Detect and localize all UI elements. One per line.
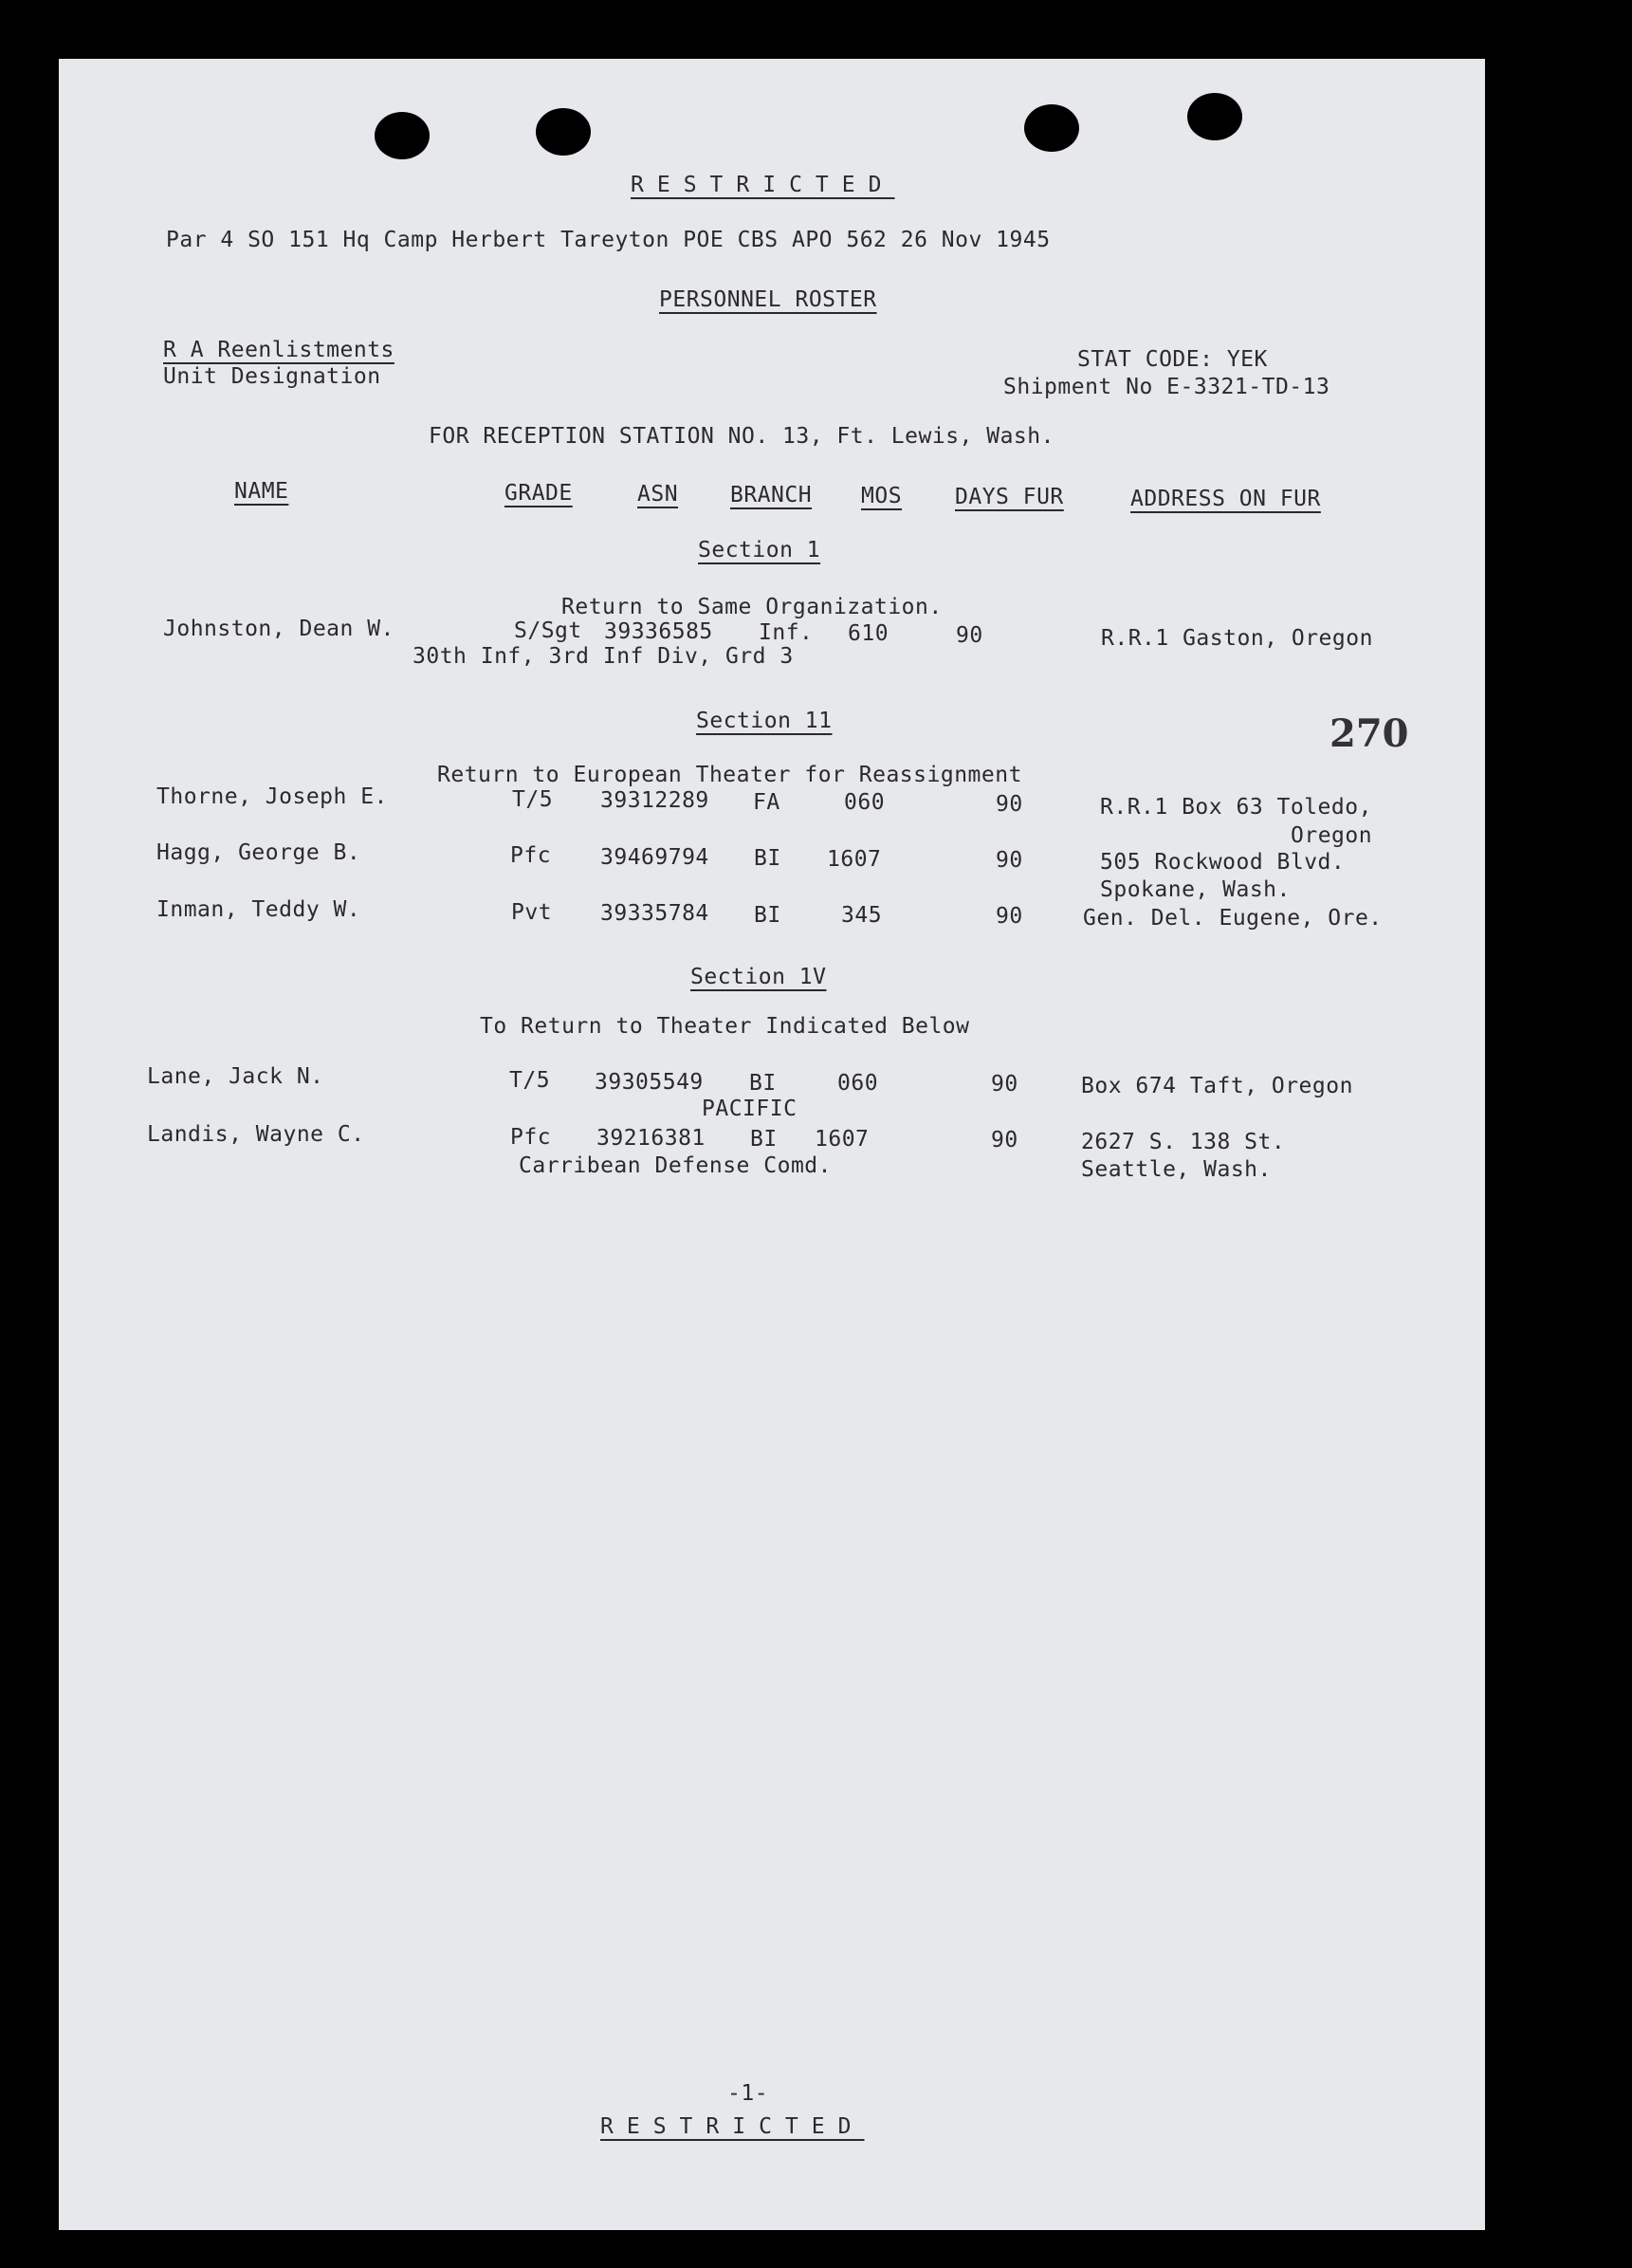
document-page <box>59 59 1485 2230</box>
cell-branch: BI <box>754 903 781 928</box>
cell-address: Box 674 Taft, Oregon <box>1081 1074 1353 1098</box>
restricted-footer: RESTRICTED <box>600 2114 865 2139</box>
punch-hole <box>1187 93 1242 140</box>
column-header-asn: ASN <box>637 482 679 507</box>
cell-days: 90 <box>996 848 1023 873</box>
cell-grade: T/5 <box>509 1068 551 1093</box>
cell-note: 30th Inf, 3rd Inf Div, Grd 3 <box>413 644 794 669</box>
cell-address: Gen. Del. Eugene, Ore. <box>1083 906 1383 931</box>
section-subheading: To Return to Theater Indicated Below <box>480 1014 970 1039</box>
cell-name: Thorne, Joseph E. <box>156 784 388 809</box>
cell-mos: 1607 <box>827 847 882 872</box>
cell-grade: Pvt <box>511 900 553 925</box>
shipment-number: Shipment No E-3321-TD-13 <box>1003 375 1330 399</box>
cell-grade: T/5 <box>512 787 554 812</box>
cell-name: Inman, Teddy W. <box>156 897 361 922</box>
cell-days: 90 <box>956 623 983 648</box>
cell-name: Landis, Wayne C. <box>147 1122 365 1147</box>
restricted-header: RESTRICTED <box>631 173 895 197</box>
cell-mos: 345 <box>841 903 883 928</box>
column-header-days-fur: DAYS FUR <box>955 485 1064 509</box>
cell-address-line2: Oregon <box>1291 823 1373 848</box>
cell-grade: Pfc <box>510 1125 552 1150</box>
punch-hole <box>1024 104 1079 152</box>
cell-name: Hagg, George B. <box>156 840 361 865</box>
cell-asn: 39312289 <box>600 788 709 813</box>
cell-mos: 610 <box>848 621 889 646</box>
cell-address-line2: Seattle, Wash. <box>1081 1157 1272 1182</box>
cell-address-line2: Spokane, Wash. <box>1100 877 1291 902</box>
cell-branch: BI <box>750 1127 778 1152</box>
column-header-branch: BRANCH <box>730 483 813 507</box>
cell-asn: 39469794 <box>600 845 709 870</box>
section-subheading: Return to Same Organization. <box>561 595 943 619</box>
cell-days: 90 <box>996 904 1023 929</box>
section-heading: Section 11 <box>696 709 833 733</box>
stat-code: STAT CODE: YEK <box>1077 347 1268 372</box>
cell-branch: Inf. <box>759 620 814 645</box>
column-header-name: NAME <box>234 479 289 504</box>
reception-station: FOR RECEPTION STATION NO. 13, Ft. Lewis, Wash. <box>429 424 1054 449</box>
column-header-mos: MOS <box>861 484 903 508</box>
punch-hole <box>536 108 591 156</box>
cell-address: R.R.1 Gaston, Oregon <box>1101 626 1373 651</box>
cell-days: 90 <box>991 1128 1018 1152</box>
cell-address: 505 Rockwood Blvd. <box>1100 850 1346 875</box>
cell-asn: 39305549 <box>595 1070 704 1095</box>
cell-name: Johnston, Dean W. <box>163 617 394 641</box>
section-heading: Section 1 <box>698 538 821 562</box>
section-heading: Section 1V <box>690 965 827 989</box>
cell-address: 2627 S. 138 St. <box>1081 1130 1286 1154</box>
column-header-address: ADDRESS ON FUR <box>1130 487 1321 511</box>
cell-address: R.R.1 Box 63 Toledo, <box>1100 795 1372 820</box>
cell-asn: 39216381 <box>596 1126 706 1151</box>
cell-mos: 1607 <box>815 1127 870 1152</box>
cell-note: PACIFIC <box>702 1097 798 1121</box>
cell-grade: Pfc <box>510 843 552 868</box>
page-number: -1- <box>727 2081 769 2106</box>
cell-days: 90 <box>996 792 1023 817</box>
cell-mos: 060 <box>837 1071 879 1096</box>
cell-note: Carribean Defense Comd. <box>519 1153 832 1178</box>
cell-asn: 39335784 <box>600 901 709 926</box>
punch-hole <box>375 112 430 159</box>
cell-branch: BI <box>754 846 781 871</box>
cell-grade: S/Sgt <box>514 618 582 643</box>
orders-line: Par 4 SO 151 Hq Camp Herbert Tareyton POE CBS APO 562 26 Nov 1945 <box>166 228 1051 252</box>
column-header-grade: GRADE <box>504 481 573 506</box>
cell-asn: 39336585 <box>604 619 713 644</box>
roster-title: PERSONNEL ROSTER <box>659 287 877 312</box>
cell-mos: 060 <box>844 790 886 815</box>
cell-name: Lane, Jack N. <box>147 1064 324 1089</box>
cell-branch: BI <box>749 1071 777 1096</box>
page-stamp-number: 270 <box>1329 711 1409 756</box>
unit-designation-label: Unit Designation <box>163 364 381 389</box>
section-subheading: Return to European Theater for Reassignment <box>437 763 1022 787</box>
cell-branch: FA <box>753 790 780 815</box>
unit-name: R A Reenlistments <box>163 338 394 362</box>
cell-days: 90 <box>991 1072 1018 1097</box>
